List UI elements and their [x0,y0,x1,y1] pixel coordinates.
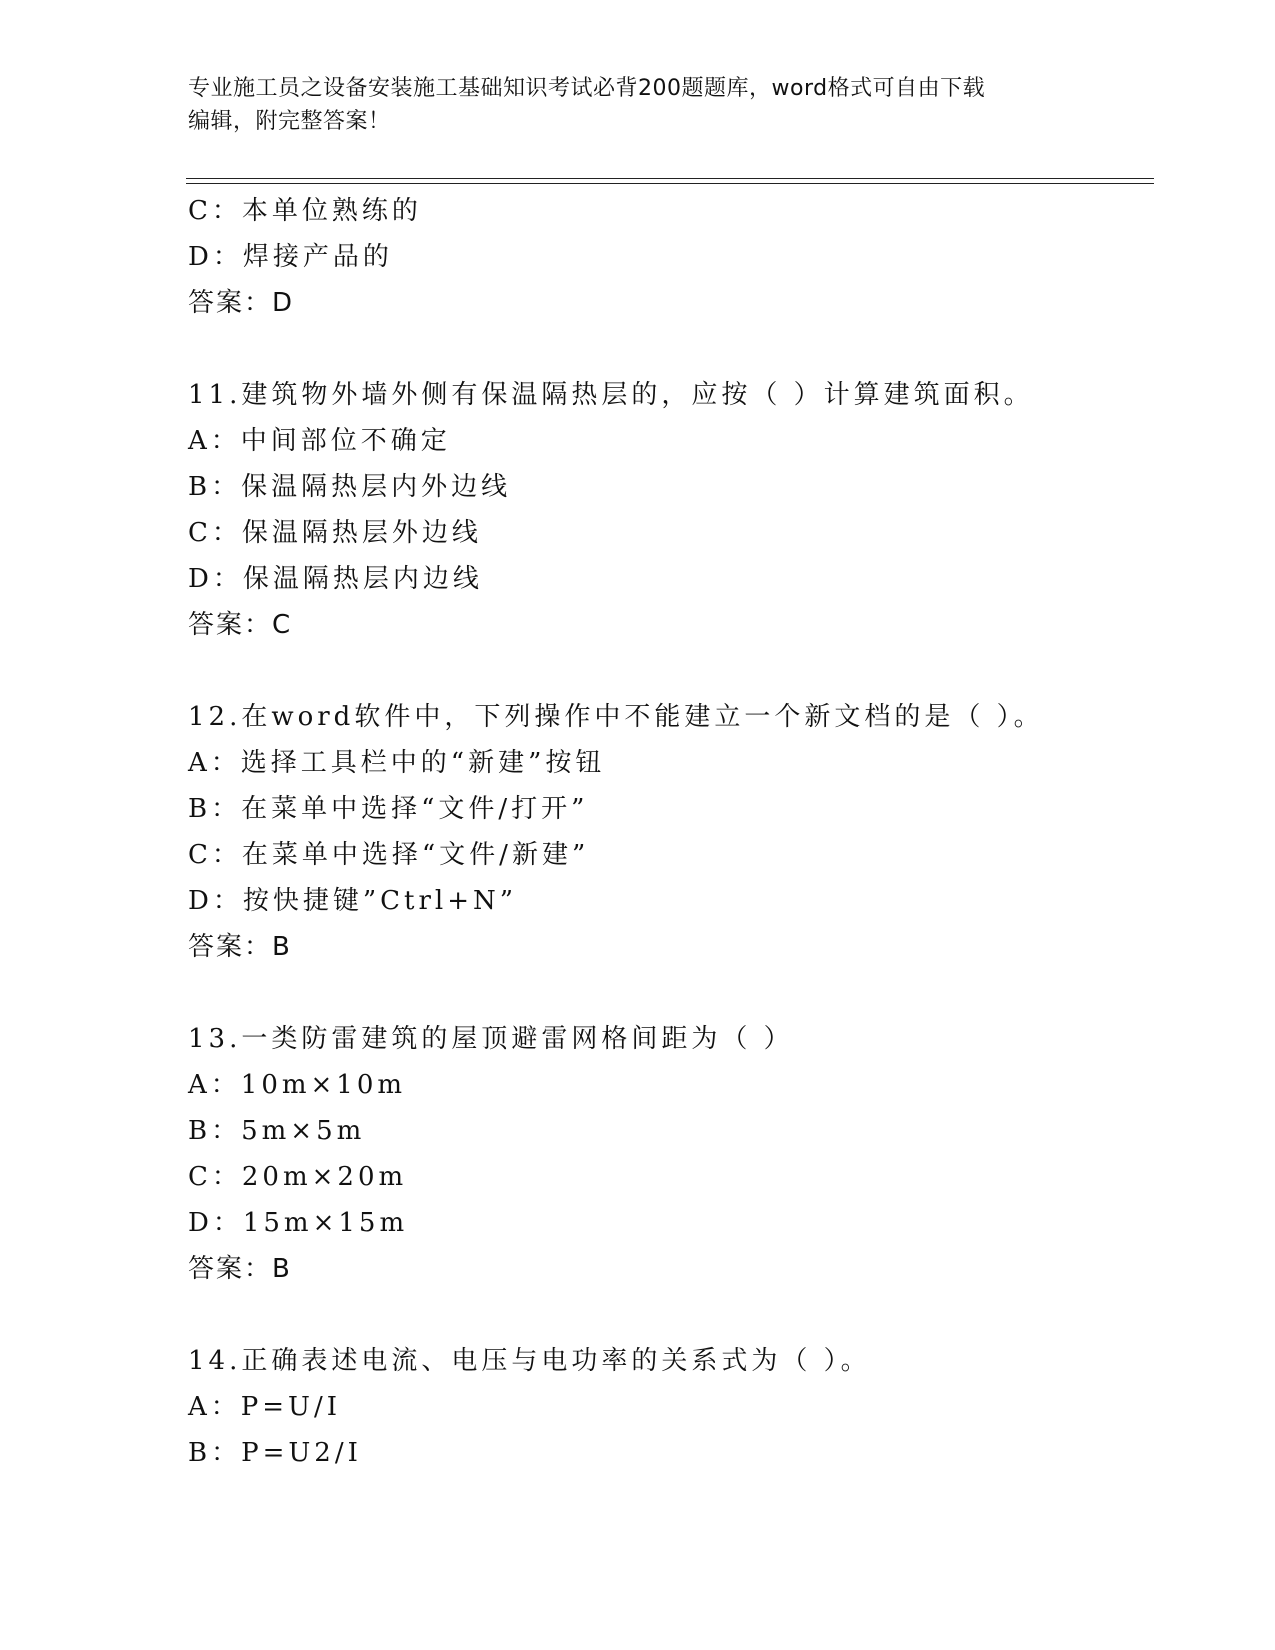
option-b: B：在菜单中选择“文件/打开” [188,794,589,824]
option-d: D：焊接产品的 [188,242,393,272]
option-b: B：保温隔热层内外边线 [188,472,512,502]
document-body [188,188,1148,1476]
answer-line: 答案：D [188,288,295,318]
question-10-continued [188,188,1148,326]
answer-line: 答案：B [188,1254,292,1284]
answer-line: 答案：C [188,610,293,640]
question-11 [188,372,1148,648]
option-c: C：在菜单中选择“文件/新建” [188,840,590,870]
spacer [188,970,1148,1016]
question-stem: 13.一类防雷建筑的屋顶避雷网格间距为（ ） [188,1024,794,1054]
header-title-line-2: 编辑，附完整答案！ [188,109,391,134]
question-12 [188,694,1148,970]
option-d: D：按快捷键”Ctrl+N” [188,886,518,916]
question-13 [188,1016,1148,1292]
option-d: D：保温隔热层内边线 [188,564,483,594]
spacer [188,326,1148,372]
question-stem: 12.在word软件中，下列操作中不能建立一个新文档的是（ ）。 [188,702,1044,732]
option-a: A：选择工具栏中的“新建”按钮 [188,748,606,778]
question-stem: 14.正确表述电流、电压与电功率的关系式为（ ）。 [188,1346,871,1376]
option-a: A：P=U/I [188,1392,341,1422]
document-header [188,72,1088,138]
option-d: D：15m×15m [188,1208,409,1238]
option-a: A：中间部位不确定 [188,426,451,456]
option-b: B：P=U2/I [188,1438,362,1468]
question-stem: 11.建筑物外墙外侧有保温隔热层的，应按（ ）计算建筑面积。 [188,380,1034,410]
option-c: C：20m×20m [188,1162,408,1192]
option-c: C：保温隔热层外边线 [188,518,482,548]
header-divider-bottom [186,183,1154,184]
header-divider-top [186,178,1154,179]
spacer [188,648,1148,694]
option-a: A：10m×10m [188,1070,407,1100]
question-14 [188,1338,1148,1476]
answer-line: 答案：B [188,932,292,962]
header-title-line-1: 专业施工员之设备安装施工基础知识考试必背200题题库，word格式可自由下载 [188,76,986,101]
option-c: C：本单位熟练的 [188,196,422,226]
option-b: B：5m×5m [188,1116,366,1146]
spacer [188,1292,1148,1338]
